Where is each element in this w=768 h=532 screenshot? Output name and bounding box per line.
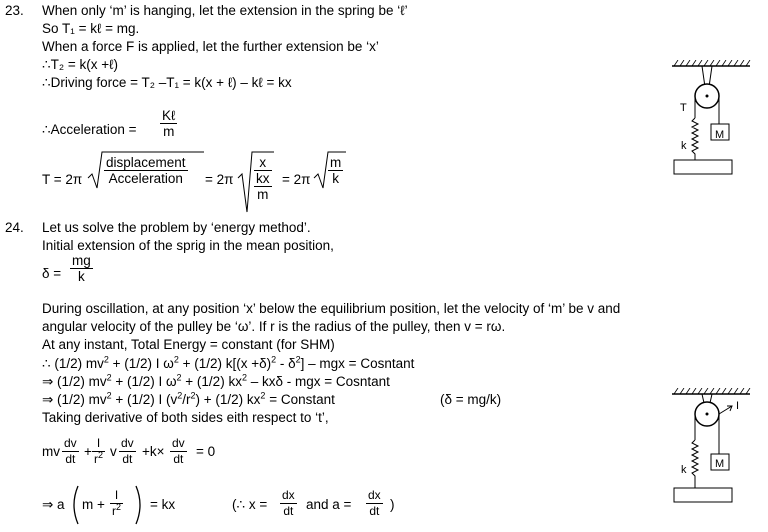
note-frac1-num: dx (282, 488, 295, 502)
eq3-sup: 2 (106, 390, 112, 401)
d-frac1-num: dv (64, 436, 77, 450)
q24-final-arrow: ⇒ a (42, 497, 65, 512)
figure1-label-T: T (680, 102, 687, 114)
eq3-part-e: = Constant (265, 392, 335, 407)
eq1-part-e: ] – mgx = Cosntant (300, 356, 415, 371)
final-frac-den (110, 504, 123, 519)
q23-line2: So T₁ = kℓ = mg. (42, 21, 140, 36)
eq1-part-a: ∴ (1/2) mv (42, 356, 104, 371)
q24-final-note-and: and a = (306, 497, 352, 512)
d-frac2-num: I (92, 436, 105, 452)
final-frac-den-r: r (112, 504, 116, 518)
eq3-part-d: ) + (1/2) kx (195, 392, 261, 407)
d-frac2-den (92, 452, 105, 467)
q24-delta-fraction (70, 253, 93, 284)
q24-final-m: m + (82, 497, 105, 512)
q24-total-energy: At any instant, Total Energy = constant (for SHM) (42, 337, 335, 352)
figure2-pulley-diagram (672, 388, 752, 506)
q23-line1: When only ‘m’ is hanging, let the extension in the spring be ‘ℓ’ (42, 3, 408, 18)
eq1-part-d: - δ (276, 356, 296, 371)
d-frac2-den-r: r (94, 452, 98, 466)
q24-d-kx: +k× (142, 444, 165, 459)
eq1-sup: 2 (271, 354, 277, 365)
eq2-sup: 2 (176, 372, 182, 383)
q24-final-note-frac2 (366, 488, 383, 519)
q24-final-note-a: (∴ x = (232, 497, 268, 512)
q24-final-eq: = kx (150, 497, 176, 512)
d-frac4-num: dv (172, 436, 185, 450)
q24-d-eq0: = 0 (196, 444, 216, 459)
q24-d-frac4 (170, 436, 187, 467)
q23-accel-den: m (163, 124, 175, 139)
eq3-sup: 2 (190, 390, 196, 401)
figure2-label-k: k (681, 464, 687, 476)
figure1-label-k: k (681, 140, 687, 152)
q24-final-frac (110, 488, 123, 519)
eq1-part-c: + (1/2) k[(x +δ) (178, 356, 272, 371)
q23-T-frac1 (104, 155, 188, 186)
d-frac1-den: dt (65, 452, 76, 466)
q23-T-frac2-den-den: m (257, 187, 269, 202)
q24-eq3 (42, 392, 335, 408)
q24-eq2 (42, 374, 390, 390)
q23-accel-num: Kℓ (162, 108, 176, 123)
q23-line3: When a force F is applied, let the further extension be ‘x’ (42, 39, 379, 54)
eq3-sup: 2 (260, 390, 266, 401)
eq2-sup: 2 (106, 372, 112, 383)
q23-T-frac3-num: m (330, 155, 342, 170)
q23-number: 23. (5, 3, 24, 18)
q24-final-note-close: ) (390, 497, 395, 512)
q23-line4: ∴T₂ = k(x +ℓ) (42, 57, 118, 72)
eq2-part-c: + (1/2) kx (181, 374, 242, 389)
q24-number: 24. (5, 220, 24, 235)
figure2-label-M: M (715, 458, 725, 470)
d-frac2-den-sup: 2 (98, 450, 104, 460)
q24-d-v: v (110, 444, 117, 459)
q24-delta-label: δ = (42, 266, 62, 281)
q24-eq1 (42, 356, 414, 372)
q24-para2: angular velocity of the pulley be ‘ω’. If r is the radius of the pulley, then v = rω. (42, 319, 506, 334)
q23-T-frac3-den: k (332, 171, 339, 186)
q24-delta-num: mg (72, 253, 91, 268)
eq1-sup: 2 (295, 354, 301, 365)
eq3-part-a: ⇒ (1/2) mv (42, 392, 107, 407)
eq3-part-b: + (1/2) I (v (111, 392, 178, 407)
q24-d-frac1 (62, 436, 79, 467)
q24-d-frac2 (92, 436, 105, 467)
q24-final-note-frac1 (280, 488, 297, 519)
q24-eq3-note: (δ = mg/k) (440, 392, 502, 407)
q24-line2: Initial extension of the sprig in the mean position, (42, 238, 334, 253)
eq1-part-b: + (1/2) I ω (108, 356, 174, 371)
eq3-part-c: /r (182, 392, 191, 407)
final-frac-num: I (110, 488, 123, 504)
q23-T-frac2-den-wrap (254, 171, 272, 202)
q23-T-frac2-num: x (254, 155, 272, 171)
figure2-label-I: I (736, 400, 740, 412)
q23-T-frac2 (254, 155, 272, 202)
q24-para1: During oscillation, at any position ‘x’ below the equilibrium position, let the velocity of ‘m’ be v and (42, 301, 621, 316)
q23-T-eq2: = 2π (205, 172, 234, 187)
d-frac4-den: dt (173, 452, 184, 466)
q24-d-frac3 (119, 436, 136, 467)
q24-d-plus1: + (84, 444, 92, 459)
note-frac2-den: dt (369, 504, 380, 518)
q24-derivative-line: Taking derivative of both sides eith respect to ‘t’, (42, 410, 329, 425)
d-frac3-den: dt (122, 452, 133, 466)
q23-T-frac3 (328, 155, 343, 186)
q23-T-eq3: = 2π (282, 172, 311, 187)
q23-accel-fraction (160, 108, 177, 139)
q23-accel-label: ∴Acceleration = (42, 122, 137, 137)
eq1-sup: 2 (103, 354, 109, 365)
q23-T-frac1-num: displacement (106, 155, 186, 170)
eq2-part-b: + (1/2) I ω (111, 374, 177, 389)
q24-delta-den: k (78, 269, 85, 284)
eq2-sup: 2 (241, 372, 247, 383)
eq3-sup: 2 (177, 390, 183, 401)
q23-line5: ∴Driving force = T₂ –T₁ = k(x + ℓ) – kℓ = kx (42, 75, 292, 90)
note-frac1-den: dt (283, 504, 294, 518)
q23-T-frac1-den: Acceleration (108, 171, 183, 186)
eq2-part-a: ⇒ (1/2) mv (42, 374, 107, 389)
q23-T-frac2-den-num: kx (256, 171, 270, 186)
eq2-part-d: – kxδ - mgx = Cosntant (246, 374, 390, 389)
q24-line1: Let us solve the problem by ‘energy method’. (42, 220, 311, 235)
final-frac-den-sup: 2 (116, 502, 122, 512)
eq1-sup: 2 (173, 354, 179, 365)
q24-d-mv: mv (42, 444, 60, 459)
d-frac3-num: dv (121, 436, 134, 450)
q23-T-prefix: T = 2π (42, 172, 83, 187)
note-frac2-num: dx (368, 488, 381, 502)
figure1-pulley-diagram (672, 60, 752, 178)
figure1-label-M: M (715, 129, 725, 141)
